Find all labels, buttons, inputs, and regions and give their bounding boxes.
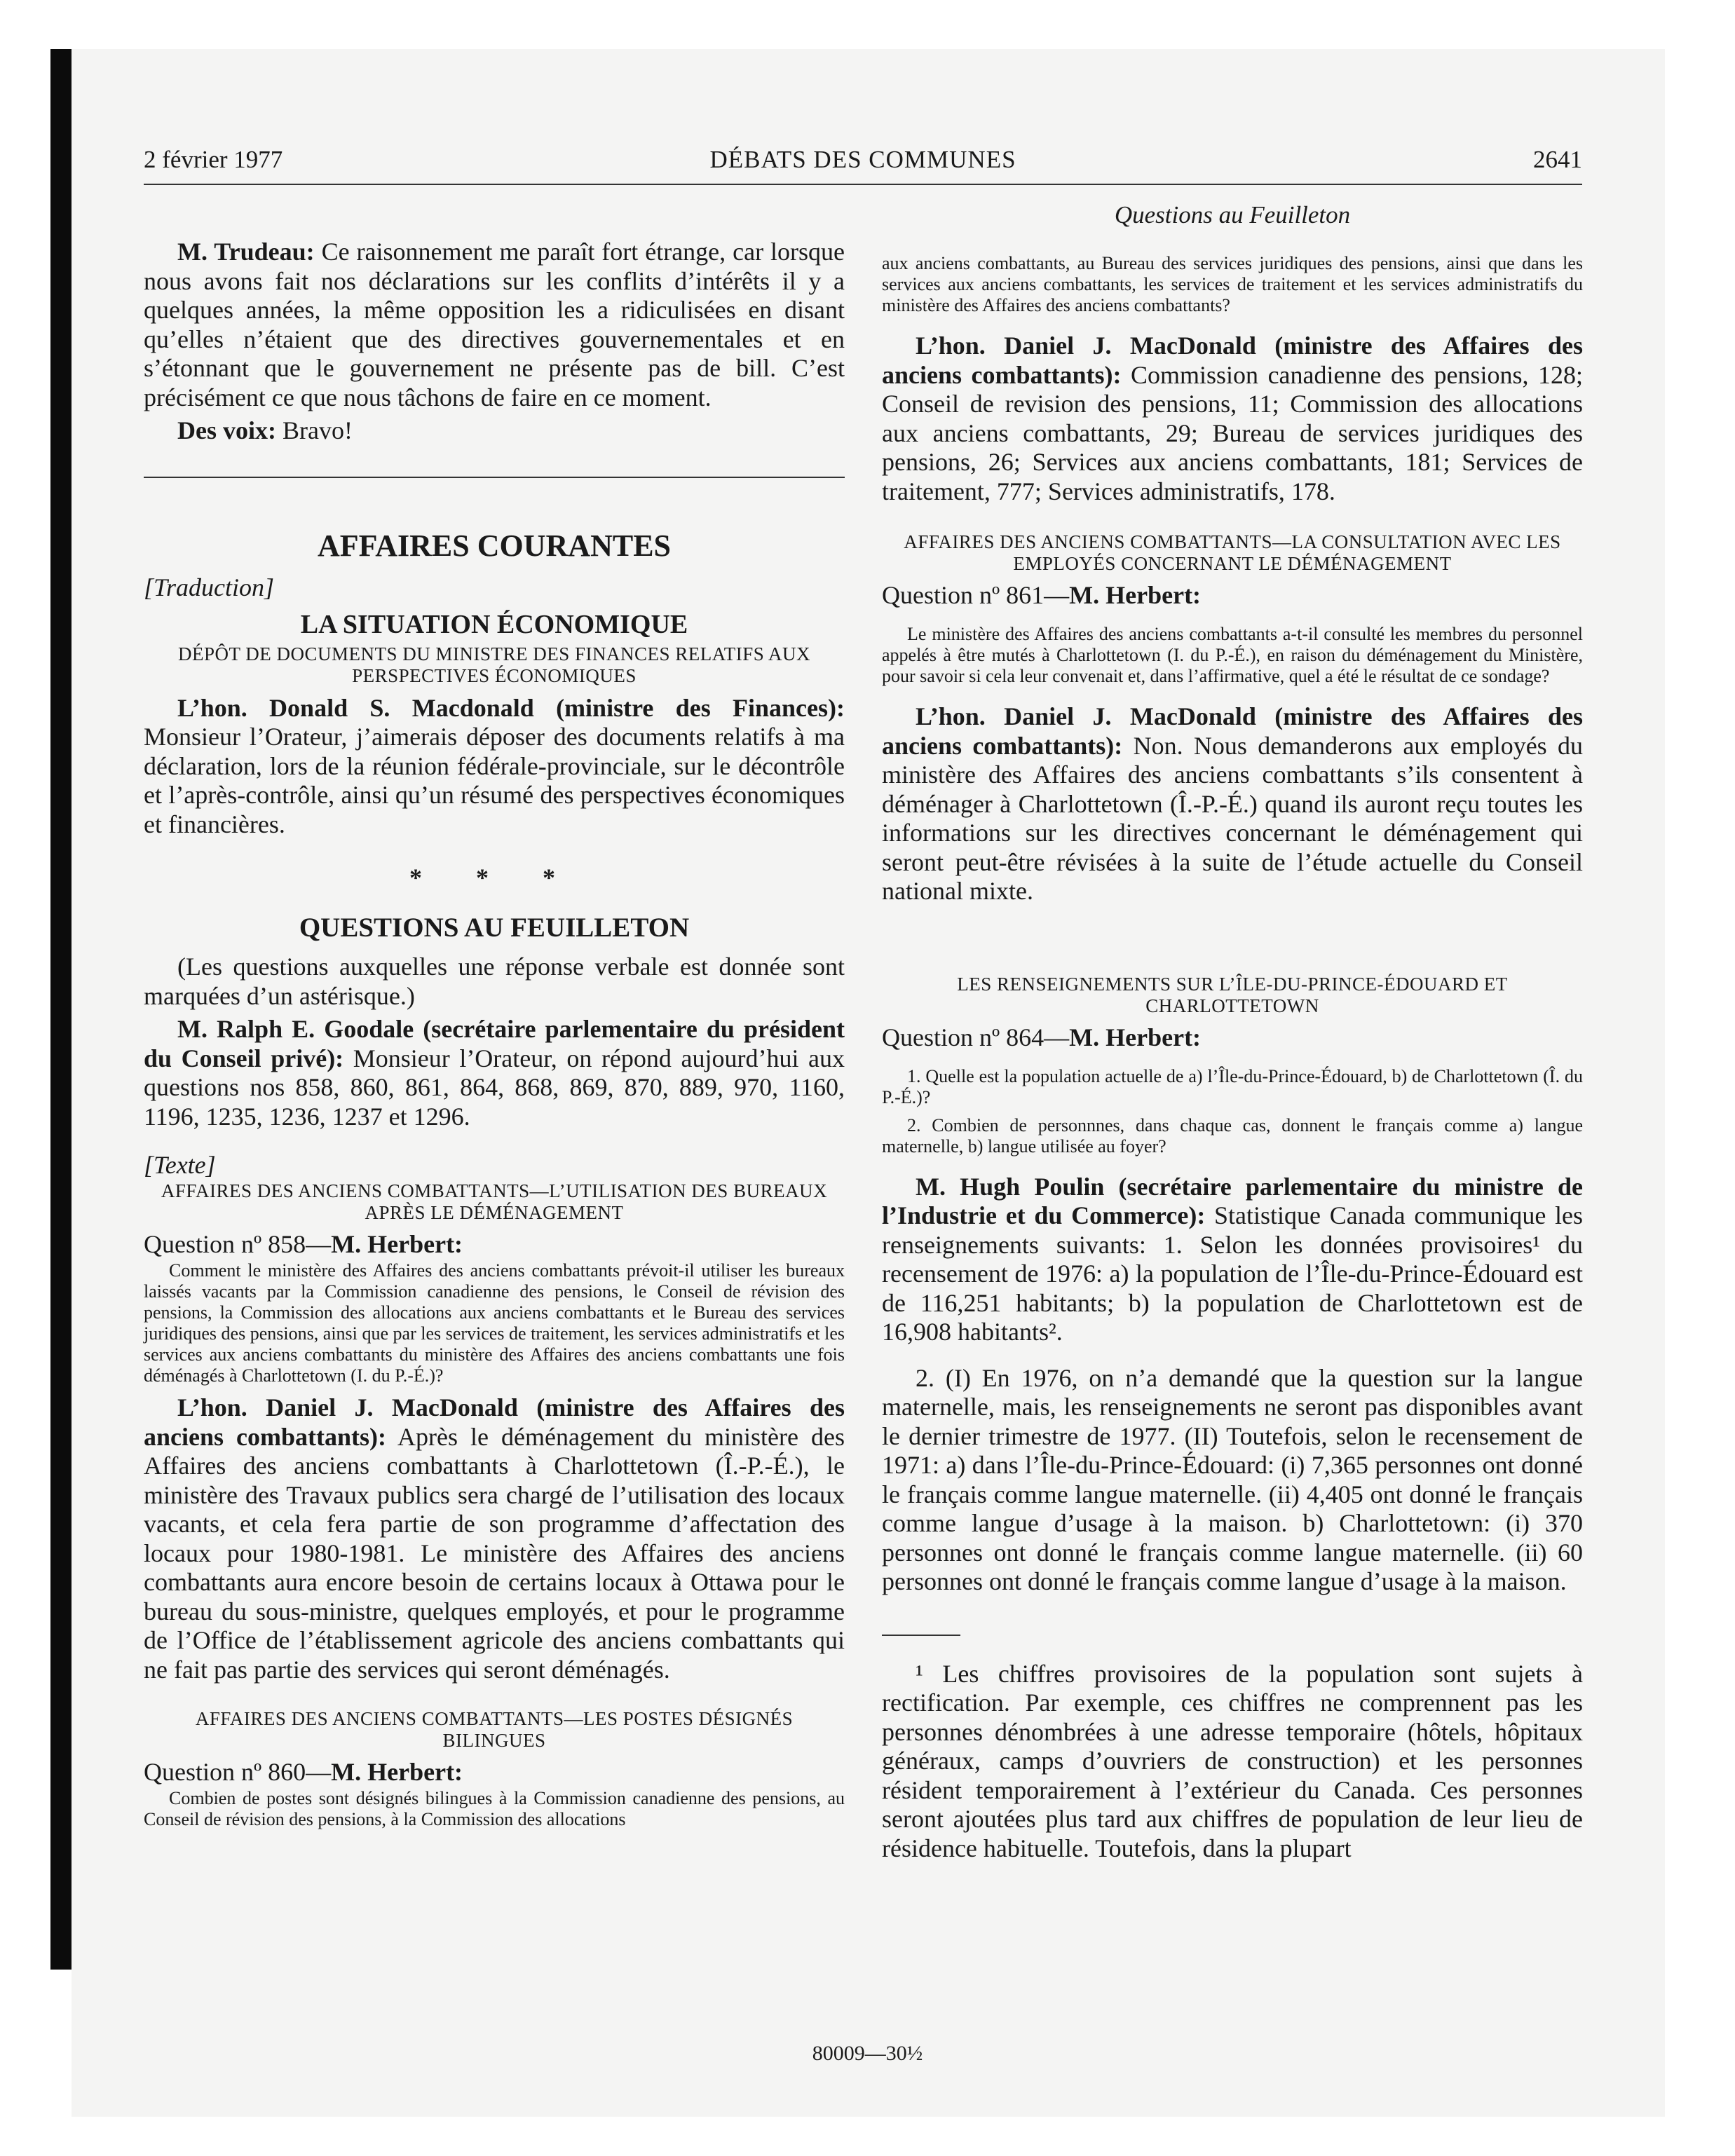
question-861-heading: Question nº 861—M. Herbert: — [882, 581, 1202, 609]
question-858-heading: Question nº 858—M. Herbert: — [144, 1230, 463, 1258]
left-column — [144, 200, 845, 1830]
header-page-number: 2641 — [1533, 146, 1582, 173]
question-860-text: Combien de postes sont désignés bilingues à la Commission canadienne des pensions, au Conseil de révision des pensions, à la Commission des allocations — [144, 1788, 845, 1829]
rubric-858: AFFAIRES DES ANCIENS COMBATTANTS—L’UTILISATION DES BUREAUX APRÈS LE DÉMÉNAGEMENT — [161, 1180, 828, 1223]
traduction-tag: [Traduction] — [144, 573, 275, 601]
question-860-heading: Question nº 860—M. Herbert: — [144, 1758, 463, 1786]
answer-864-part-2: 2. (I) En 1976, on n’a demandé que la question sur la langue maternelle, mais, les renseignements ne seront pas disponibles avant le dernier trimestre de 1977. (II) Toutefois, selon le recensement de 1971: a) dans l’Île-du-Prince-Édouard: (i) 7,365 personnes ont donné le français comme langue maternelle. (ii) 4,405 ont donné le français comme langue d’usage à la maison. b) Charlottetown: (i) 370 personnes ont donné le français comme langue maternelle. (ii) 60 personnes ont donné le français comme langue d’usage à la maison. — [882, 1363, 1583, 1595]
footnote-divider — [882, 1635, 960, 1636]
page-footer-code: 80009—30½ — [812, 2042, 923, 2065]
paragraph-goodale: M. Ralph E. Goodale (secrétaire parlementaire du président du Conseil privé): Monsieur l’Orateur, on répond aujourd’hui aux questions nos 858, 860, 861, 864, 868, 869, 870, 889, 970, 1160, 1196, 1235, 1236, 1237 et 1296. — [144, 1015, 845, 1131]
speaker: M. Hugh Poulin (secrétaire parlementaire du ministre de l’Industrie et du Commerce): — [882, 1172, 1583, 1229]
header-title: DÉBATS DES COMMUNES — [709, 146, 1016, 173]
question-860-continued: aux anciens combattants, au Bureau des services juridiques des pensions, ainsi que dans les services aux anciens combattants, les services de traitement et les services administratifs du ministère des Affaires des anciens combattants? — [882, 253, 1583, 315]
answer-861: L’hon. Daniel J. MacDonald (ministre des Affaires des anciens combattants): Non. Nous demanderons aux employés du ministère des Affaires des anciens combattants s’ils consentent à déménager à Charlottetown (Î.-P.-É.) quand ils auront reçu toutes les informations sur les directives concernant le déménagement qui seront peut-être révisées à la suite de l’étude actuelle du Conseil national mixte. — [882, 702, 1583, 905]
running-head: Questions au Feuilleton — [1114, 201, 1351, 228]
question-864-part-1: 1. Quelle est la population actuelle de a) l’Île-du-Prince-Édouard, b) de Charlottetown (Î. du P.-É.)? — [882, 1065, 1583, 1107]
answer-860: L’hon. Daniel J. MacDonald (ministre des Affaires des anciens combattants): Commission canadienne des pensions, 128; Conseil de revision des pensions, 11; Commission des allocations aux anciens combattants, 29; Bureau de services juridiques des pensions, 26; Services aux anciens combattants, 181; Services de traitement, 777; Services administratifs, 178. — [882, 332, 1583, 505]
speaker: L’hon. Daniel J. MacDonald (ministre des Affaires des anciens combattants): — [144, 1393, 845, 1451]
paragraph-note-asterisque: (Les questions auxquelles une réponse verbale est donnée sont marquées d’un astérisque.) — [144, 953, 845, 1010]
speaker: M. Ralph E. Goodale (secrétaire parlementaire du président du Conseil privé): — [144, 1015, 845, 1072]
texte-tag: [Texte] — [144, 1151, 216, 1179]
header-date: 2 février 1977 — [144, 146, 283, 173]
rubric-860: AFFAIRES DES ANCIENS COMBATTANTS—LES POSTES DÉSIGNÉS BILINGUES — [195, 1708, 794, 1751]
scan-edge — [50, 49, 72, 1970]
section-stars: * * * — [409, 864, 579, 892]
speaker: L’hon. Daniel J. MacDonald (ministre des Affaires des anciens combattants): — [882, 702, 1583, 760]
footnote-1: ¹ Les chiffres provisoires de la population sont sujets à rectification. Par exemple, ces chiffres ne comprennent pas les personnes dénombrées à une adresse temporaire (hôtels, hôpitaux généraux, camps d’ouvriers de construction) et les personnes résident temporairement à l’extérieur du Canada. Ces personnes seront ajoutées plus tard aux chiffres de population de leur lieu de résidence habituelle. Toutefois, dans la plupart — [882, 1659, 1583, 1862]
speaker: L’hon. Donald S. Macdonald (ministre des Finances): — [177, 693, 845, 722]
question-864-heading: Question nº 864—M. Herbert: — [882, 1023, 1202, 1051]
answer-858: L’hon. Daniel J. MacDonald (ministre des Affaires des anciens combattants): Après le déménagement du ministère des Affaires des anciens combattants à Charlottetown (Î.-P.-É.), le ministère des Travaux publics sera chargé de l’utilisation des locaux vacants, et cela fera partie de son programme d’affectation des locaux pour 1980-1981. Le ministère des Affaires des anciens combattants aura encore besoin de certains locaux à Ottawa pour le bureau du sous-ministre, quelques employés, et pour le programme de l’Office de l’établissement agricole des anciens combattants qui ne fait pas partie des services qui seront déménagés. — [144, 1393, 845, 1684]
section-title-questions: QUESTIONS AU FEUILLETON — [299, 913, 690, 943]
paragraph-trudeau: M. Trudeau: Ce raisonnement me paraît fort étrange, car lorsque nous avons fait nos déclarations sur les conflits d’intérêts il y a quelques années, la même opposition les a ridiculisées en disant qu’elles n’étaient que des directives gouvernementales et en s’étonnant que le gouvernement ne présente pas de bill. C’est précisément ce que nous tâchons de faire en ce moment. — [144, 238, 845, 411]
question-864-part-2: 2. Combien de personnnes, dans chaque cas, donnent le français comme a) langue maternelle, b) langue utilisée au foyer? — [882, 1114, 1583, 1157]
rubric-861: AFFAIRES DES ANCIENS COMBATTANTS—LA CONSULTATION AVEC LES EMPLOYÉS CONCERNANT LE DÉMÉNAGEMENT — [904, 531, 1561, 574]
right-column — [882, 200, 1583, 1863]
speaker: Des voix: — [177, 416, 276, 444]
section-divider — [144, 477, 845, 478]
section-title-affaires-courantes: AFFAIRES COURANTES — [317, 528, 672, 563]
rubric-depot: DÉPÔT DE DOCUMENTS DU MINISTRE DES FINANCES RELATIFS AUX PERSPECTIVES ÉCONOMIQUES — [177, 643, 811, 686]
paragraph-macdonald: L’hon. Donald S. Macdonald (ministre des Finances): Monsieur l’Orateur, j’aimerais déposer des documents relatifs à ma déclaration, lors de la réunion fédérale-provinciale, sur le décontrôle et l’après-contrôle, ainsi qu’un résumé des perspectives économiques et financières. — [144, 693, 845, 838]
rubric-864: LES RENSEIGNEMENTS SUR L’ÎLE-DU-PRINCE-ÉDOUARD ET CHARLOTTETOWN — [957, 973, 1508, 1016]
answer-864: M. Hugh Poulin (secrétaire parlementaire du ministre de l’Industrie et du Commerce): Statistique Canada communique les renseignements suivants: 1. Selon les données provisoires¹ du recensement de 1976: a) la population de l’Île-du-Prince-Édouard est de 116,251 habitants; b) la population de Charlottetown est de 16,908 habitants². — [882, 1172, 1583, 1346]
subsection-title: LA SITUATION ÉCONOMIQUE — [300, 609, 688, 639]
question-858-text: Comment le ministère des Affaires des anciens combattants prévoit-il utiliser les bureaux laissés vacants par la Commission canadienne des pensions, le Conseil de révision des pensions, la Commission des allocations aux anciens combattants et le Bureau des services juridiques des pensions, ainsi que par les services de traitement, les services administratifs et les services aux anciens combattants du ministère des Affaires des anciens combattants une fois déménagés à Charlottetown (I. du P.-É.)? — [144, 1260, 845, 1386]
speaker: M. Trudeau: — [177, 238, 315, 266]
question-861-text: Le ministère des Affaires des anciens combattants a-t-il consulté les membres du personnel appelés à être mutés à Charlottetown (I. du P.-É.), en raison du déménagement du Ministère, pour savoir si cela leur convenait et, dans l’affirmative, quel a été le résultat de ce sondage? — [882, 624, 1583, 686]
paragraph-des-voix: Des voix: Bravo! — [177, 416, 353, 444]
speaker: L’hon. Daniel J. MacDonald (ministre des Affaires des anciens combattants): — [882, 332, 1583, 389]
page-header — [144, 142, 1582, 185]
